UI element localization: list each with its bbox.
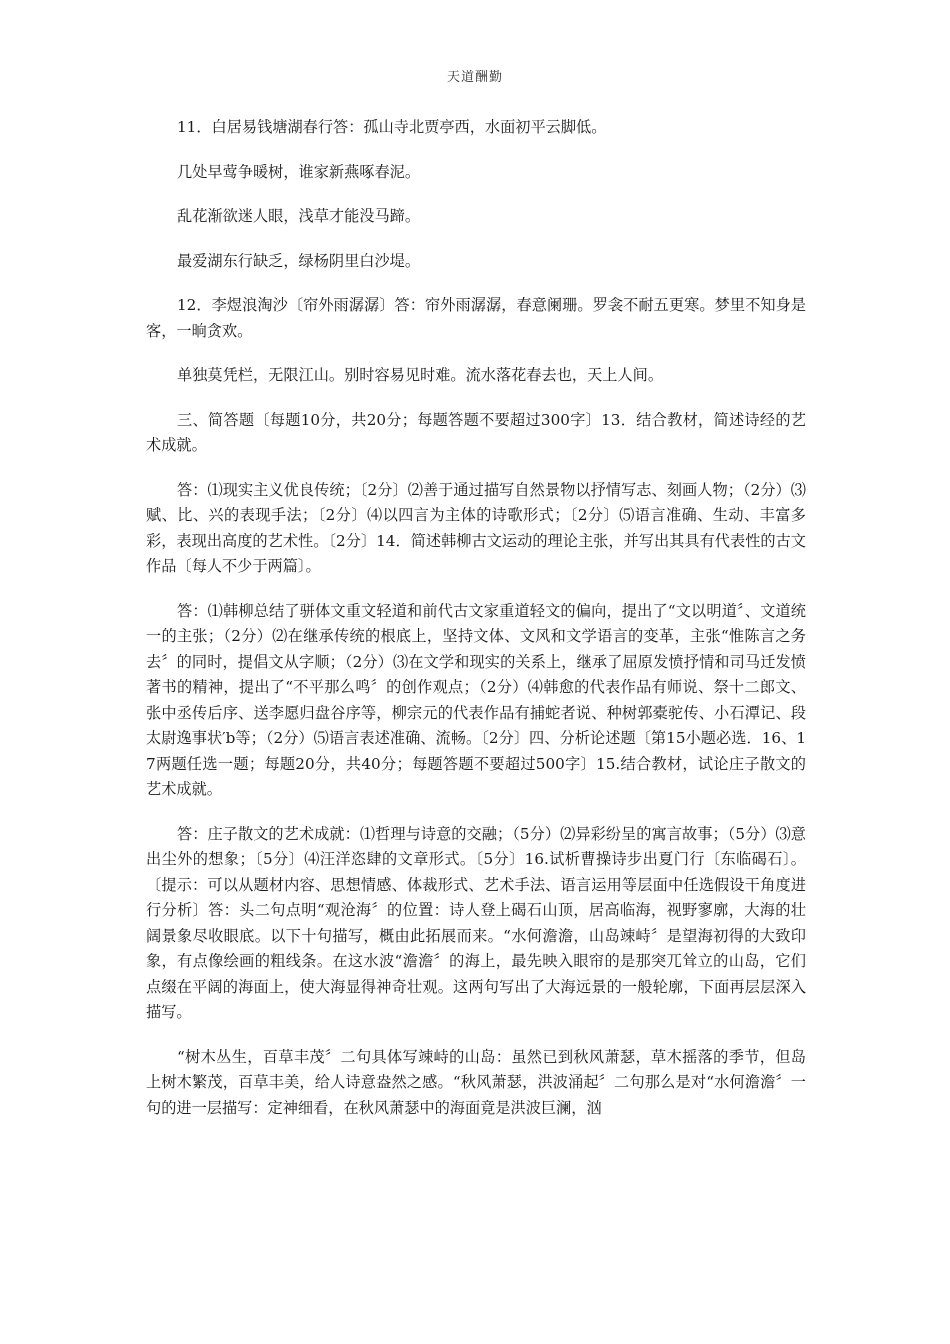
page-header: 天道酬勤 (446, 70, 503, 85)
section-short-answer: 三、简答题〔每题10分，共20分；每题答题不要超过300字〕13．结合教材，简述诗经的艺术成就。 (146, 410, 806, 454)
answer-paragraph: 答：⑴现实主义优良传统；〔2分〕⑵善于通过描写自然景物以抒情写志、刻画人物；（2分）⑶赋、比、兴的表现手法；〔2分〕⑷以四言为主体的诗歌形式；〔2分〕⑸语言准确、生动、丰富多彩，表现出高度的艺术性。〔2分〕14．简述韩柳古文运动的理论主张，并写出其具有代表性的古文作品〔每人不少于两篇〕。 (146, 480, 806, 575)
poem-line: 最爱湖东行缺乏，绿杨阴里白沙堤。 (177, 251, 420, 270)
poem-line: 乱花渐欲迷人眼，浅草才能没马蹄。 (177, 207, 420, 225)
poem-question-12: 12．李煜浪淘沙〔帘外雨潺潺〕答：帘外雨潺潺，春意阑珊。罗衾不耐五更寒。梦里不知身是客，一晌贪欢。 (146, 296, 806, 340)
document-body (146, 115, 806, 1140)
poem-line: 单独莫凭栏，无限江山。别时容易见时难。流水落花春去也，天上人间。 (177, 366, 663, 384)
poem-line: 几处早莺争暖树，谁家新燕啄春泥。 (177, 162, 420, 181)
poem-question-11: 11．白居易钱塘湖春行答：孤山寺北贾亭西，水面初平云脚低。 (177, 118, 607, 136)
answer-paragraph: 答：⑴韩柳总结了骈体文重文轻道和前代古文家重道轻文的偏向，提出了“文以明道〞、文道统一的主张；（2分）⑵在继承传统的根底上，坚持文体、文风和文学语言的变革，主张“惟陈言之务去〞的同时，提倡文从字顺；（2分）⑶在文学和现实的关系上，继承了屈原发愤抒情和司马迁发愤著书的精神，提出了“不平那么鸣〞的创作观点；（2分）⑷韩愈的代表作品有师说、祭十二郎文、张中丞传后序、送李愿归盘谷序等，柳宗元的代表作品有捕蛇者说、种树郭橐驼传、小石潭记、段太尉逸事状′b等；（2分）⑸语言表述准确、流畅。〔2分〕四、分析论述题〔第15小题必选．16、17两题任选一题；每题20分，共40分；每题答题不要超过500字〕15.结合教材，试论庄子散文的艺术成就。 (146, 601, 806, 798)
answer-paragraph: 答：庄子散文的艺术成就：⑴哲理与诗意的交融；（5分）⑵异彩纷呈的寓言故事；（5分）⑶意出尘外的想象；〔5分〕⑷汪洋恣肆的文章形式。〔5分〕16.试析曹操诗步出夏门行〔东临碣石〕。〔提示：可以从题材内容、思想情感、体裁形式、艺术手法、语言运用等层面中任选假设干角度进行分析〕答：头二句点明“观沧海〞的位置：诗人登上碣石山顶，居高临海，视野寥廓，大海的壮阔景象尽收眼底。以下十句描写，概由此拓展而来。“水何澹澹，山岛竦峙〞是望海初得的大致印象，有点像绘画的粗线条。在这水波“澹澹〞的海上，最先映入眼帘的是那突兀耸立的山岛，它们点缀在平阔的海面上，使大海显得神奇壮观。这两句写出了大海远景的一般轮廓，下面再层层深入描写。 (146, 824, 806, 1021)
answer-paragraph: “树木丛生，百草丰茂〞二句具体写竦峙的山岛：虽然已到秋风萧瑟，草木摇落的季节，但岛上树木繁茂，百草丰美，给人诗意盎然之感。“秋风萧瑟，洪波涌起〞二句那么是对“水何澹澹〞一句的进一层描写：定神细看，在秋风萧瑟中的海面竟是洪波巨澜，汹 (146, 1047, 806, 1117)
